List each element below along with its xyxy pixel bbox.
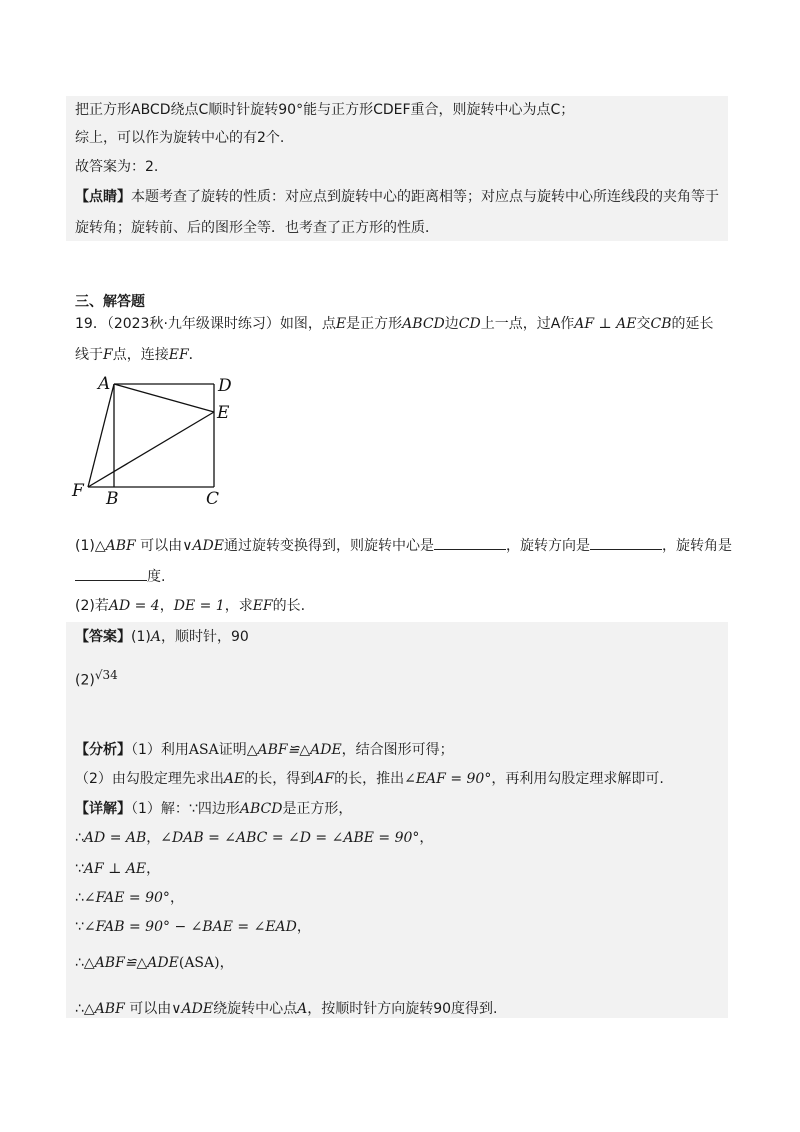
detail-tag: 【详解】 (75, 801, 131, 817)
detail-line-5: ∵∠FAB = 90° − ∠BAE = ∠EAD， (75, 919, 311, 935)
comment-tag: 【点睛】 (75, 189, 131, 205)
answer-line-1: 【答案】(1)A，顺时针，90 (75, 629, 249, 645)
segment-AE (114, 384, 214, 412)
label-F: F (72, 481, 84, 501)
label-C: C (206, 489, 220, 509)
segment-AF (88, 384, 114, 487)
blank-direction (590, 535, 662, 550)
detail-line-7: ∴△ABF 可以由∨ADE绕旋转中心点A，按顺时针方向旋转90度得到. (75, 1001, 498, 1017)
prev-line-2: 综上，可以作为旋转中心的有2个. (75, 130, 285, 146)
label-A: A (98, 374, 111, 394)
detail-line-2: ∴AD = AB，∠DAB = ∠ABC = ∠D = ∠ABE = 90°， (75, 830, 434, 846)
prev-line-3: 故答案为：2. (75, 159, 159, 175)
prev-line-5: 旋转角；旋转前、后的图形全等．也考查了正方形的性质． (75, 220, 439, 236)
subquestion-1: (1)△ABF 可以由∨ADE通过旋转变换得到，则旋转中心是 ，旋转方向是 ，旋转角是 (75, 535, 732, 556)
section-title: 三、解答题 (75, 294, 145, 310)
label-D: D (218, 376, 232, 396)
geometry-figure (66, 372, 246, 512)
answer-tag: 【答案】 (75, 629, 131, 645)
question-line-1: 19．（2023秋·九年级课时练习）如图，点E是正方形ABCD边CD上一点，过A作AF ⊥ AE交CB的延长 (75, 316, 714, 332)
question-number: 19． (75, 316, 107, 332)
prev-line-1: 把正方形ABCD绕点C顺时针旋转90°能与正方形CDEF重合，则旋转中心为点C； (75, 102, 575, 118)
label-E: E (217, 403, 230, 423)
subquestion-1-cont: 度. (75, 566, 165, 587)
analysis-tag: 【分析】 (75, 742, 131, 758)
label-B: B (106, 489, 119, 509)
answer-line-2: $(2)^{√34}$ (75, 668, 118, 689)
detail-line-4: ∴∠FAE = 90°， (75, 890, 184, 906)
blank-angle (75, 566, 147, 581)
segment-EF (88, 412, 214, 487)
subquestion-2: (2)若AD = 4，DE = 1，求EF的长. (75, 598, 306, 614)
blank-center (434, 535, 506, 550)
detail-line-6: ∴△ABF≌△ADE(ASA)， (75, 955, 234, 971)
detail-line-1: 【详解】（1）解：∵四边形ABCD是正方形， (75, 801, 353, 817)
analysis-line-2: （2）由勾股定理先求出AE的长，得到AF的长，推出∠EAF = 90°，再利用勾股定理求解即可. (75, 771, 664, 787)
detail-line-3: ∵AF ⊥ AE， (75, 861, 161, 877)
analysis-line-1: 【分析】（1）利用ASA证明△ABF≌△ADE，结合图形可得； (75, 742, 454, 758)
prev-comment: 【点睛】本题考查了旋转的性质：对应点到旋转中心的距离相等；对应点与旋转中心所连线段的夹角等于 (75, 189, 719, 205)
question-line-2: 线于F点，连接EF． (75, 347, 203, 363)
